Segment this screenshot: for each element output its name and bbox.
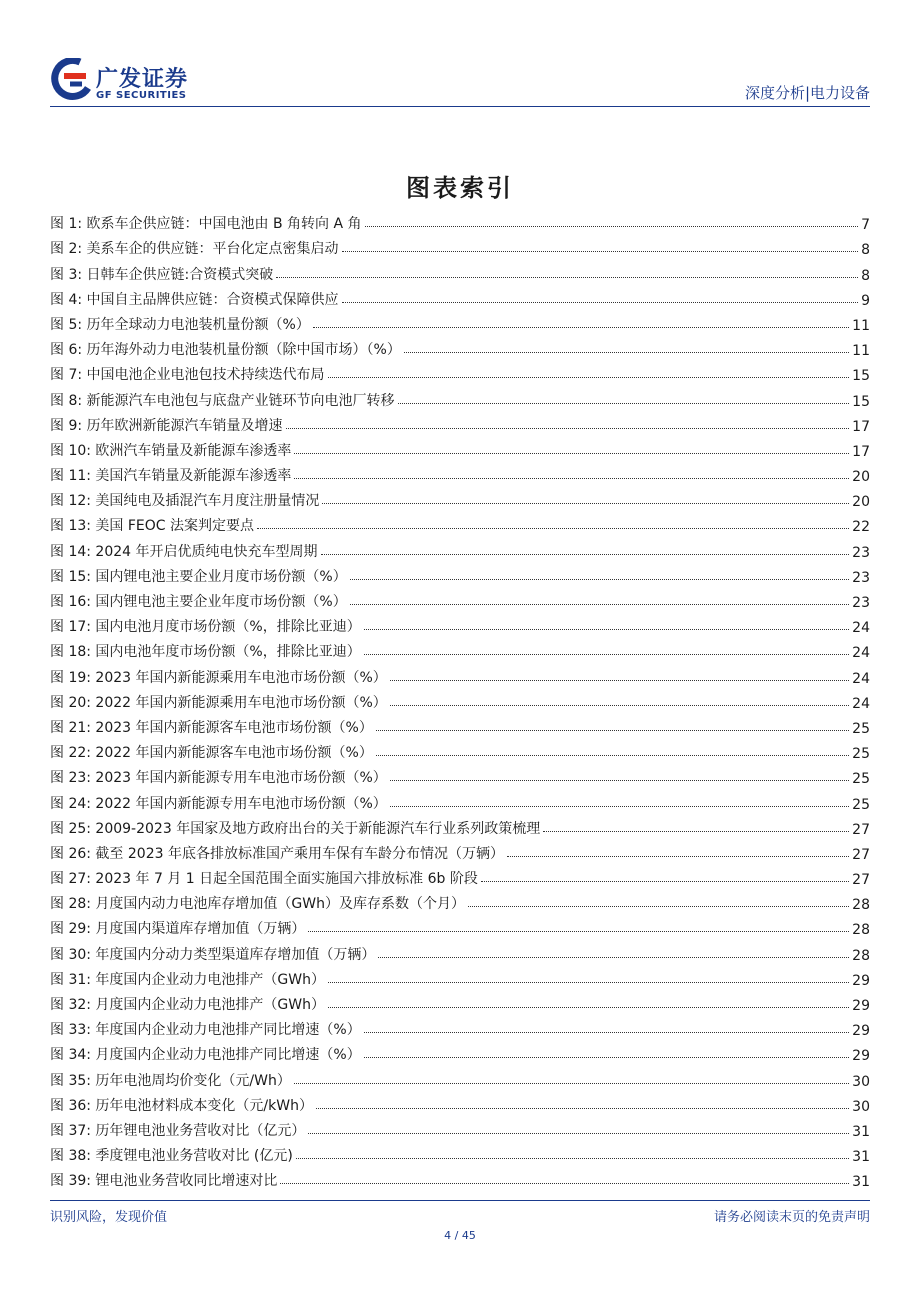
gf-logo-icon: [50, 58, 92, 102]
toc-leader-dots: [316, 1108, 849, 1109]
toc-leader-dots: [398, 403, 850, 404]
toc-leader-dots: [328, 1007, 849, 1008]
toc-entry-label: 图 28: 月度国内动力电池库存增加值（GWh）及库存系数（个月）: [50, 896, 465, 913]
toc-entry-page: 29: [852, 1023, 870, 1040]
toc-leader-dots: [328, 377, 850, 378]
toc-entry-label: 图 8: 新能源汽车电池包与底盘产业链环节向电池厂转移: [50, 392, 395, 409]
toc-entry-page: 23: [852, 544, 870, 561]
toc-entry-page: 27: [852, 821, 870, 838]
toc-entry[interactable]: [50, 535, 870, 560]
toc-entry[interactable]: [50, 913, 870, 938]
toc-entry-label: 图 30: 年度国内分动力类型渠道库存增加值（万辆）: [50, 946, 376, 963]
toc-entry[interactable]: [50, 1014, 870, 1039]
toc-entry-page: 22: [852, 519, 870, 536]
toc-leader-dots: [350, 579, 849, 580]
toc-entry[interactable]: [50, 233, 870, 258]
toc-entry-label: 图 1: 欧系车企供应链：中国电池由 B 角转向 A 角: [50, 216, 362, 233]
toc-entry-label: 图 20: 2022 年国内新能源乘用车电池市场份额（%）: [50, 694, 387, 711]
toc-entry[interactable]: [50, 964, 870, 989]
toc-leader-dots: [294, 1083, 849, 1084]
toc-leader-dots: [294, 453, 849, 454]
toc-entry-label: 图 32: 月度国内企业动力电池排产（GWh）: [50, 997, 325, 1013]
toc-entry[interactable]: [50, 1090, 870, 1115]
toc-entry[interactable]: [50, 737, 870, 762]
toc-leader-dots: [404, 352, 849, 353]
toc-entry-label: 图 7: 中国电池企业电池包技术持续迭代布局: [50, 367, 325, 384]
toc-leader-dots: [321, 554, 850, 555]
toc-entry[interactable]: [50, 435, 870, 460]
toc-entry-page: 25: [852, 746, 870, 763]
toc-entry[interactable]: [50, 938, 870, 963]
toc-entry-label: 图 24: 2022 年国内新能源专用车电池市场份额（%）: [50, 795, 387, 812]
toc-leader-dots: [308, 1133, 849, 1134]
toc-leader-dots: [276, 277, 858, 278]
toc-entry[interactable]: [50, 712, 870, 737]
toc-leader-dots: [481, 881, 849, 882]
toc-entry-label: 图 15: 国内锂电池主要企业月度市场份额（%）: [50, 568, 347, 585]
toc-entry-page: 23: [852, 569, 870, 586]
toc-entry-page: 20: [852, 469, 870, 486]
toc-entry[interactable]: [50, 284, 870, 309]
toc-entry-label: 图 16: 国内锂电池主要企业年度市场份额（%）: [50, 594, 347, 610]
toc-entry-label: 图 17: 国内电池月度市场份额（%，排除比亚迪）: [50, 619, 361, 636]
toc-entry[interactable]: [50, 1115, 870, 1140]
toc-entry[interactable]: [50, 687, 870, 712]
toc-leader-dots: [257, 528, 849, 529]
toc-entry-label: 图 12: 美国纯电及插混汽车月度注册量情况: [50, 493, 320, 510]
toc-entry-page: 25: [852, 771, 870, 788]
toc-leader-dots: [364, 629, 849, 630]
toc-leader-dots: [468, 906, 849, 907]
toc-entry-page: 25: [852, 720, 870, 737]
toc-entry-page: 15: [852, 393, 870, 410]
toc-entry-page: 15: [852, 368, 870, 385]
toc-leader-dots: [280, 1183, 849, 1184]
footer-disclaimer-note: 请务必阅读末页的免责声明: [713, 1210, 870, 1225]
toc-entry-page: 20: [852, 494, 870, 511]
toc-entry[interactable]: [50, 1064, 870, 1089]
toc-entry-label: 图 33: 年度国内企业动力电池排产同比增速（%）: [50, 1022, 361, 1039]
toc-leader-dots: [390, 780, 849, 781]
toc-entry-label: 图 26: 截至 2023 年底各排放标准国产乘用车保有车龄分布情况（万辆）: [50, 845, 504, 862]
gf-securities-logo: [50, 58, 200, 106]
header-divider: [50, 106, 870, 107]
toc-leader-dots: [390, 705, 849, 706]
toc-entry[interactable]: [50, 888, 870, 913]
toc-entry[interactable]: [50, 838, 870, 863]
toc-entry-label: 图 3: 日韩车企供应链:合资模式突破: [50, 266, 274, 283]
toc-entry-label: 图 14: 2024 年开启优质纯电快充车型周期: [50, 543, 318, 560]
toc-leader-dots: [507, 856, 849, 857]
toc-entry[interactable]: [50, 208, 870, 233]
toc-entry-label: 图 6: 历年海外动力电池装机量份额（除中国市场）（%）: [50, 342, 401, 359]
toc-leader-dots: [543, 831, 849, 832]
toc-leader-dots: [376, 730, 849, 731]
toc-entry[interactable]: [50, 762, 870, 787]
toc-entry[interactable]: [50, 384, 870, 409]
toc-entry[interactable]: [50, 359, 870, 384]
toc-entry-page: 27: [852, 846, 870, 863]
page-number: 4 / 45: [444, 1229, 476, 1242]
toc-entry-page: 25: [852, 796, 870, 813]
toc-entry-page: 30: [852, 1098, 870, 1115]
toc-entry-page: 31: [852, 1149, 870, 1166]
toc-entry-page: 17: [852, 418, 870, 435]
toc-entry-label: 图 18: 国内电池年度市场份额（%，排除比亚迪）: [50, 644, 361, 661]
toc-leader-dots: [364, 1032, 849, 1033]
toc-leader-dots: [296, 1158, 849, 1159]
toc-entry-label: 图 11: 美国汽车销量及新能源车渗透率: [50, 468, 292, 485]
toc-leader-dots: [350, 604, 849, 605]
toc-entry-label: 图 39: 锂电池业务营收同比增速对比: [50, 1173, 278, 1190]
toc-entry[interactable]: [50, 661, 870, 686]
toc-entry[interactable]: [50, 1039, 870, 1064]
toc-entry[interactable]: [50, 410, 870, 435]
toc-entry-page: 24: [852, 695, 870, 712]
toc-entry[interactable]: [50, 989, 870, 1014]
toc-entry-page: 24: [852, 620, 870, 637]
toc-entry-label: 图 5: 历年全球动力电池装机量份额（%）: [50, 316, 310, 333]
toc-leader-dots: [342, 302, 859, 303]
footer-divider: [50, 1200, 870, 1201]
toc-entry[interactable]: [50, 1140, 870, 1165]
toc-entry[interactable]: [50, 1165, 870, 1190]
toc-entry-page: 29: [852, 998, 870, 1014]
toc-entry-page: 24: [852, 670, 870, 687]
toc-entry[interactable]: [50, 334, 870, 359]
toc-entry-page: 9: [861, 292, 870, 309]
brand-name-en: GF SECURITIES: [96, 90, 187, 101]
toc-entry-page: 30: [852, 1073, 870, 1090]
toc-entry-page: 11: [852, 343, 870, 360]
toc-leader-dots: [364, 1057, 849, 1058]
table-of-figures: [50, 208, 870, 1190]
toc-entry-label: 图 38: 季度锂电池业务营收对比 (亿元): [50, 1148, 293, 1165]
toc-entry-label: 图 29: 月度国内渠道库存增加值（万辆）: [50, 921, 306, 938]
toc-entry-label: 图 27: 2023 年 7 月 1 日起全国范围全面实施国六排放标准 6b 阶段: [50, 871, 478, 888]
toc-entry-page: 31: [852, 1174, 870, 1191]
toc-entry-page: 8: [861, 242, 870, 259]
toc-entry-label: 图 36: 历年电池材料成本变化（元/kWh）: [50, 1097, 313, 1114]
toc-entry[interactable]: [50, 611, 870, 636]
toc-leader-dots: [313, 327, 849, 328]
toc-entry[interactable]: [50, 460, 870, 485]
toc-entry-page: 7: [861, 217, 870, 234]
toc-entry-page: 31: [852, 1123, 870, 1140]
toc-leader-dots: [365, 226, 859, 227]
toc-entry-page: 11: [852, 317, 870, 334]
toc-entry[interactable]: [50, 863, 870, 888]
toc-entry-page: 23: [852, 595, 870, 611]
toc-entry-label: 图 35: 历年电池周均价变化（元/Wh）: [50, 1072, 291, 1089]
toc-entry-label: 图 10: 欧洲汽车销量及新能源车渗透率: [50, 442, 292, 459]
report-type: 深度分析|电力设备: [744, 84, 870, 102]
toc-leader-dots: [308, 931, 849, 932]
toc-leader-dots: [364, 654, 849, 655]
toc-entry[interactable]: [50, 813, 870, 838]
toc-entry[interactable]: [50, 787, 870, 812]
toc-entry-label: 图 2: 美系车企的供应链：平台化定点密集启动: [50, 241, 339, 258]
toc-entry-label: 图 23: 2023 年国内新能源专用车电池市场份额（%）: [50, 770, 387, 787]
toc-entry-page: 27: [852, 872, 870, 889]
toc-entry-label: 图 34: 月度国内企业动力电池排产同比增速（%）: [50, 1047, 361, 1064]
toc-entry-label: 图 13: 美国 FEOC 法案判定要点: [50, 518, 255, 535]
toc-entry-page: 8: [861, 267, 870, 284]
toc-entry-label: 图 31: 年度国内企业动力电池排产（GWh）: [50, 971, 325, 988]
toc-entry[interactable]: [50, 258, 870, 283]
toc-entry[interactable]: [50, 561, 870, 586]
toc-leader-dots: [294, 478, 849, 479]
toc-leader-dots: [376, 755, 849, 756]
toc-entry-page: 24: [852, 645, 870, 662]
toc-entry-page: 28: [852, 947, 870, 964]
toc-leader-dots: [342, 251, 859, 252]
toc-entry-label: 图 21: 2023 年国内新能源客车电池市场份额（%）: [50, 719, 373, 736]
toc-entry[interactable]: [50, 309, 870, 334]
toc-leader-dots: [328, 982, 849, 983]
toc-entry-label: 图 9: 历年欧洲新能源汽车销量及增速: [50, 417, 283, 434]
toc-entry-page: 29: [852, 972, 870, 989]
toc-leader-dots: [390, 680, 849, 681]
toc-leader-dots: [286, 428, 850, 429]
toc-entry-label: 图 4: 中国自主品牌供应链：合资模式保障供应: [50, 291, 339, 308]
toc-entry-label: 图 25: 2009-2023 年国家及地方政府出台的关于新能源汽车行业系列政策梳理: [50, 820, 541, 837]
toc-entry-page: 28: [852, 922, 870, 939]
toc-entry[interactable]: [50, 636, 870, 661]
toc-entry-page: 29: [852, 1048, 870, 1065]
footer-slogan: 识别风险，发现价值: [50, 1210, 168, 1225]
brand-name-cn: 广发证券: [96, 67, 189, 92]
toc-entry-page: 17: [852, 443, 870, 460]
page-header: [50, 56, 870, 108]
toc-entry[interactable]: [50, 485, 870, 510]
toc-entry-label: 图 37: 历年锂电池业务营收对比（亿元）: [50, 1122, 306, 1139]
toc-leader-dots: [378, 957, 849, 958]
toc-entry-label: 图 19: 2023 年国内新能源乘用车电池市场份额（%）: [50, 669, 387, 686]
toc-entry[interactable]: [50, 510, 870, 535]
toc-entry-label: 图 22: 2022 年国内新能源客车电池市场份额（%）: [50, 745, 373, 762]
toc-entry-page: 28: [852, 897, 870, 914]
toc-leader-dots: [390, 806, 849, 807]
page-title: 图表索引: [406, 174, 514, 202]
toc-leader-dots: [322, 503, 849, 504]
toc-entry[interactable]: [50, 586, 870, 611]
